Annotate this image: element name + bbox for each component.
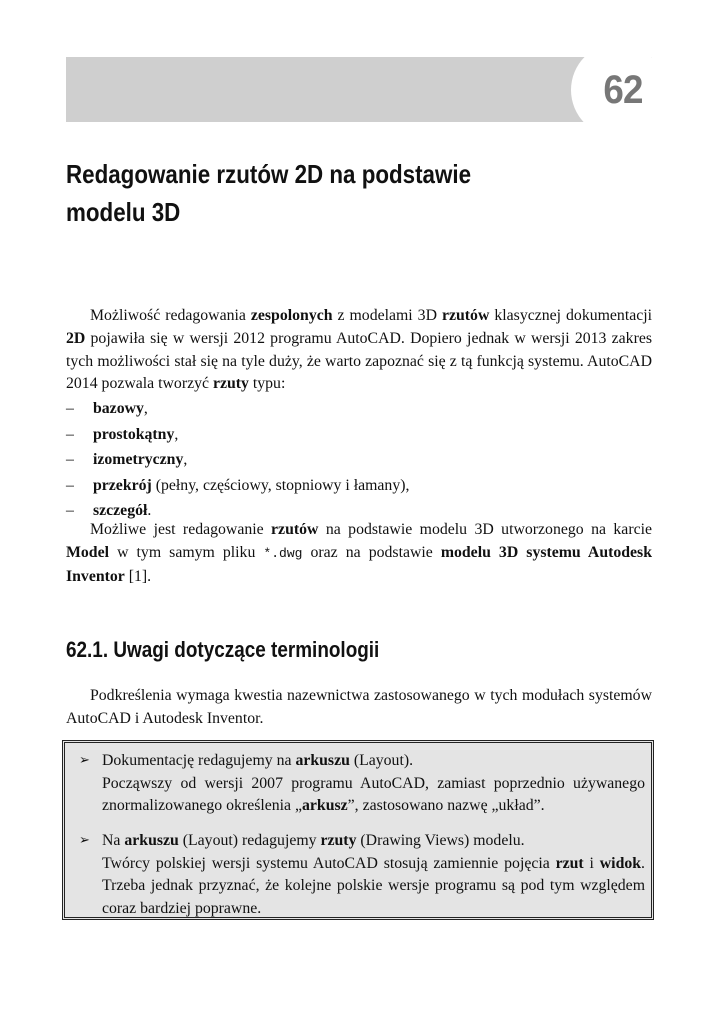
text-run: .	[147, 502, 152, 519]
text-run: ,	[183, 451, 188, 468]
text-run: Twórcy polskiej wersji systemu AutoCAD stosują zamiennie pojęcia	[102, 854, 556, 872]
text-run: klasycznej dokumentacji	[489, 307, 653, 324]
section-title: 62.1. Uwagi dotyczące terminologii	[66, 637, 380, 662]
bold-term: arkuszu	[295, 752, 350, 769]
text-run: na podstawie modelu 3D utworzonego na karcie	[318, 521, 652, 538]
text-run: pojawiła się w wersji 2012 programu AutoCAD. Dopiero jednak w wersji 2013 zakres tych możliwości stał się na tyle duży, że warto zapoznać się z tą funkcją systemu. AutoCAD 2014 pozwala tworzyć	[66, 329, 652, 393]
arrow-bullet-icon: ➢	[79, 833, 90, 848]
list-item	[66, 396, 409, 422]
text-run: [1].	[124, 567, 152, 585]
bold-term: izometryczny	[93, 451, 184, 468]
dash-bullet: –	[66, 400, 74, 417]
bold-term: rzuty	[212, 375, 249, 393]
dash-bullet: –	[66, 425, 74, 443]
note-item-text	[102, 830, 645, 920]
dash-bullet: –	[66, 476, 74, 494]
chapter-number: 62	[602, 68, 642, 112]
note-item	[79, 830, 645, 920]
list-item	[66, 447, 409, 473]
arrow-bullet-icon: ➢	[79, 753, 90, 768]
text-run: Na	[102, 832, 125, 849]
text-run: ,	[174, 425, 179, 443]
bold-term: modelu 3D systemu Autodesk Inventor	[66, 543, 652, 585]
bold-term: arkuszu	[124, 832, 179, 849]
bold-term: szczegół	[93, 502, 148, 519]
bold-term: rzut	[555, 854, 584, 872]
bold-term: przekrój	[93, 476, 152, 494]
note-item-text	[102, 750, 645, 818]
bold-term: arkusz	[302, 797, 348, 815]
text-run: typu:	[248, 375, 286, 393]
text-run: Możliwe jest redagowanie	[90, 521, 272, 538]
text-run: i	[583, 854, 600, 872]
chapter-title	[66, 155, 582, 231]
view-types-list	[66, 396, 409, 524]
bold-term: rzuty	[320, 832, 357, 849]
list-item	[66, 422, 409, 448]
bold-term: rzutów	[271, 521, 319, 538]
note-box	[62, 740, 654, 920]
section-paragraph: Podkreślenia wymaga kwestia nazewnictwa zastosowanego w tych modułach systemów AutoCAD i Autodesk Inventor.	[66, 687, 652, 727]
second-paragraph	[66, 519, 652, 588]
chapter-header-bar	[66, 57, 652, 122]
note-item	[79, 750, 645, 818]
bold-term: bazowy	[93, 400, 144, 417]
text-run: ”, zastosowano nazwę „układ”.	[347, 797, 545, 815]
text-run: (Drawing Views) modelu.	[356, 832, 525, 849]
text-run: w tym samym pliku	[109, 543, 264, 561]
bold-term: widok	[599, 854, 642, 872]
dash-bullet: –	[66, 502, 74, 519]
bold-term: Model	[66, 543, 109, 561]
text-run: z modelami 3D	[332, 307, 442, 324]
dash-bullet: –	[66, 451, 74, 468]
text-run: (pełny, częściowy, stopniowy i łamany),	[151, 476, 410, 494]
text-run: (Layout).	[349, 752, 414, 769]
bold-term: prostokątny	[93, 425, 175, 443]
intro-paragraph	[66, 305, 652, 396]
text-run: oraz na podstawie	[302, 543, 441, 561]
chapter-title-line1: Redagowanie rzutów 2D na podstawie	[66, 159, 472, 189]
text-run: ,	[143, 400, 148, 417]
bold-term: 2D	[66, 329, 86, 347]
bold-term: rzutów	[441, 307, 490, 324]
text-run: Dokumentację redagujemy na	[102, 752, 296, 769]
text-run: Możliwość redagowania	[90, 307, 251, 324]
text-run: . Trzeba jednak przyznać, że kolejne polskie wersje programu są pod tym względem coraz bardziej poprawne.	[102, 854, 645, 917]
text-run: (Layout) redagujemy	[178, 832, 321, 849]
list-item	[66, 473, 409, 499]
text-run: Począwszy od wersji 2007 programu AutoCAD, zamiast poprzednio używanego znormalizowanego określenia „	[102, 774, 645, 815]
file-extension: *.dwg	[263, 545, 303, 561]
chapter-title-line2: modelu 3D	[66, 197, 181, 227]
bold-term: zespolonych	[250, 307, 333, 324]
